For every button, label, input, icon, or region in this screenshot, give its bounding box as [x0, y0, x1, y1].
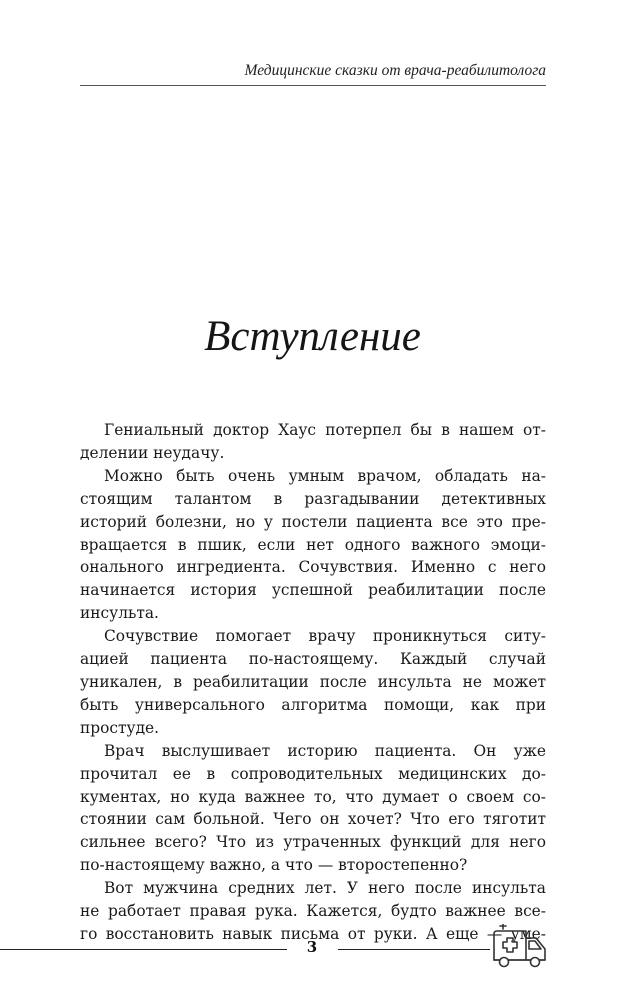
- text-line: ацией пациента по-настоящему. Каждый случай: [80, 650, 546, 669]
- text-line: по-настоящему важно, а что — второстепенно?: [80, 856, 468, 875]
- body-text: [80, 419, 546, 946]
- text-line: кументах, но куда важнее то, что думает о своем со-: [80, 787, 546, 806]
- text-line: Гениальный доктор Хаус потерпел бы в нашем от-: [104, 421, 546, 439]
- text-line: делении неудачу.: [80, 443, 225, 462]
- text-line: стоянии сам больной. Чего он хочет? Что его тяготит: [80, 810, 546, 829]
- header-rule: [80, 85, 546, 86]
- ambulance-icon: [490, 924, 550, 970]
- text-line: го восстановить навык письма от руки. А еще — уме-: [80, 924, 546, 943]
- text-line: стоящим талантом в разгадывании детективных: [80, 489, 546, 508]
- text-line: историй болезни, но у постели пациента все это пре-: [80, 512, 546, 531]
- page-number: 3: [306, 938, 318, 956]
- footer-rule-right: [338, 949, 490, 950]
- text-line: инсульта.: [80, 604, 159, 623]
- text-line: сильнее всего? Что из утраченных функций для него: [80, 833, 546, 852]
- running-header: Медицинские сказки от врача-реабилитолога: [244, 62, 546, 79]
- footer-rule-left: [0, 949, 287, 950]
- chapter-title: Вступление: [204, 313, 421, 360]
- text-line: вращается в пшик, если нет одного важного эмоци-: [80, 535, 546, 554]
- text-line: Вот мужчина средних лет. У него после инсульта: [104, 879, 546, 898]
- text-line: не работает правая рука. Кажется, будто важнее все-: [80, 902, 546, 921]
- text-line: онального ингредиента. Сочувствия. Именно с него: [80, 558, 546, 577]
- text-line: уникален, в реабилитации после инсульта не может: [80, 672, 546, 691]
- text-line: начинается история успешной реабилитации после: [80, 581, 546, 600]
- text-line: Сочувствие помогает врачу проникнуться ситу-: [104, 627, 546, 646]
- text-line: Врач выслушивает историю пациента. Он уже: [104, 741, 546, 760]
- text-line: прочитал ее в сопроводительных медицинских до-: [80, 764, 546, 783]
- text-line: быть универсального алгоритма помощи, как при: [80, 695, 546, 714]
- text-line: простуде.: [80, 718, 160, 737]
- text-line: Можно быть очень умным врачом, обладать на-: [104, 466, 546, 485]
